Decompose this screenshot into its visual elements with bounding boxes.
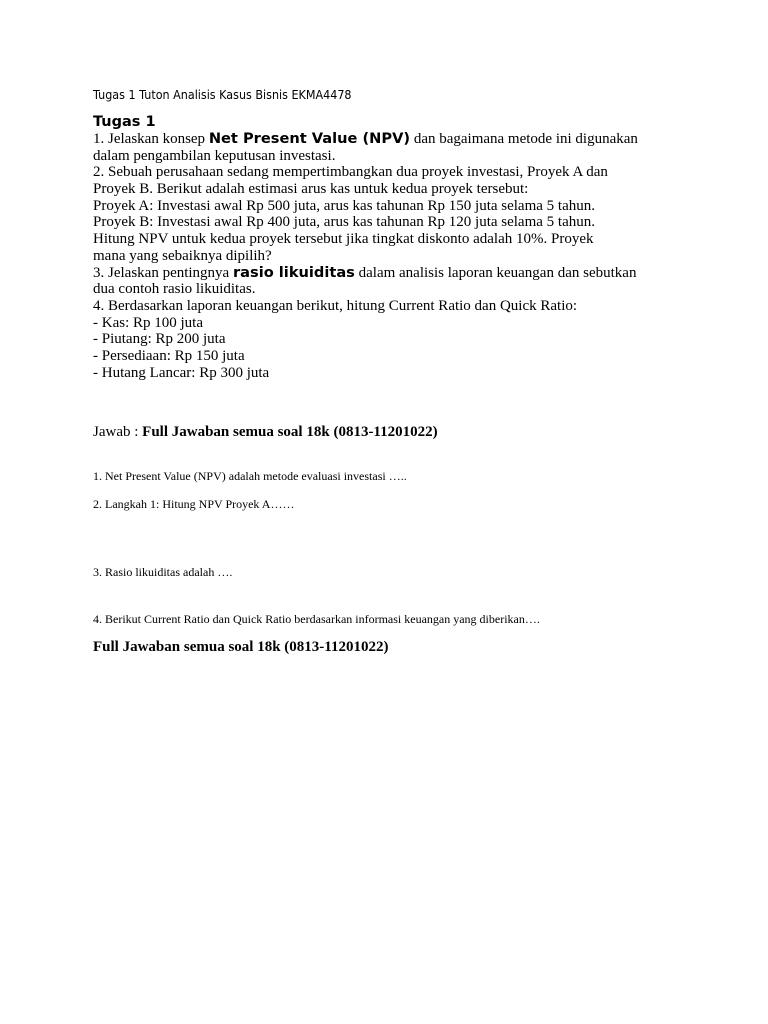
question-3-prefix: 3. Jelaskan pentingnya [93,264,233,281]
question-4-line: - Kas: Rp 100 juta [93,314,203,331]
question-1-term: Net Present Value (NPV) [208,130,411,147]
question-4-line: - Persediaan: Rp 150 juta [93,347,245,364]
question-2-line: Proyek A: Investasi awal Rp 500 juta, arus kas tahunan Rp 150 juta selama 5 tahun. [93,197,595,214]
section-heading: Tugas 1 [93,114,156,130]
answer-3: 3. Rasio likuiditas adalah …. [93,565,233,579]
answer-2: 2. Langkah 1: Hitung NPV Proyek A…… [93,497,295,511]
question-1-line-2: dalam pengambilan keputusan investasi. [93,147,336,164]
question-3-term: rasio likuiditas [232,263,355,281]
question-3-line-1 [93,265,693,282]
answer-intro [93,423,438,441]
question-1-prefix: 1. Jelaskan konsep [93,131,209,147]
answer-1: 1. Net Present Value (NPV) adalah metode evaluasi investasi ….. [93,469,407,483]
question-4-line: - Piutang: Rp 200 juta [93,331,226,348]
question-2-line: Proyek B: Investasi awal Rp 400 juta, arus kas tahunan Rp 120 juta selama 5 tahun. [93,214,595,231]
task-list [93,131,693,381]
question-3-suffix: dalam analisis laporan keuangan dan sebutkan [354,264,637,281]
question-3-line-2: dua contoh rasio likuiditas. [93,281,256,298]
answer-4: 4. Berikut Current Ratio dan Quick Ratio berdasarkan informasi keuangan yang diberikan…. [93,612,540,626]
question-2-line: Hitung NPV untuk kedua proyek tersebut jika tingkat diskonto adalah 10%. Proyek [93,231,594,248]
footer-offer: Full Jawaban semua soal 18k (0813-11201022) [93,639,389,655]
question-4-line: - Hutang Lancar: Rp 300 juta [93,364,270,381]
question-4-line: 4. Berdasarkan laporan keuangan berikut, hitung Current Ratio dan Quick Ratio: [93,297,578,314]
question-2-line: 2. Sebuah perusahaan sedang mempertimbangkan dua proyek investasi, Proyek A dan [93,164,608,181]
document-header: Tugas 1 Tuton Analisis Kasus Bisnis EKMA4478 [93,88,352,102]
question-2-line: Proyek B. Berikut adalah estimasi arus kas untuk kedua proyek tersebut: [93,181,529,198]
answer-label: Jawab : [93,424,143,440]
question-2-line: mana yang sebaiknya dipilih? [93,247,272,264]
question-1-line-1 [93,131,693,148]
question-1-suffix: dan bagaimana metode ini digunakan [410,131,638,147]
answer-offer: Full Jawaban semua soal 18k (0813-11201022) [142,424,438,440]
